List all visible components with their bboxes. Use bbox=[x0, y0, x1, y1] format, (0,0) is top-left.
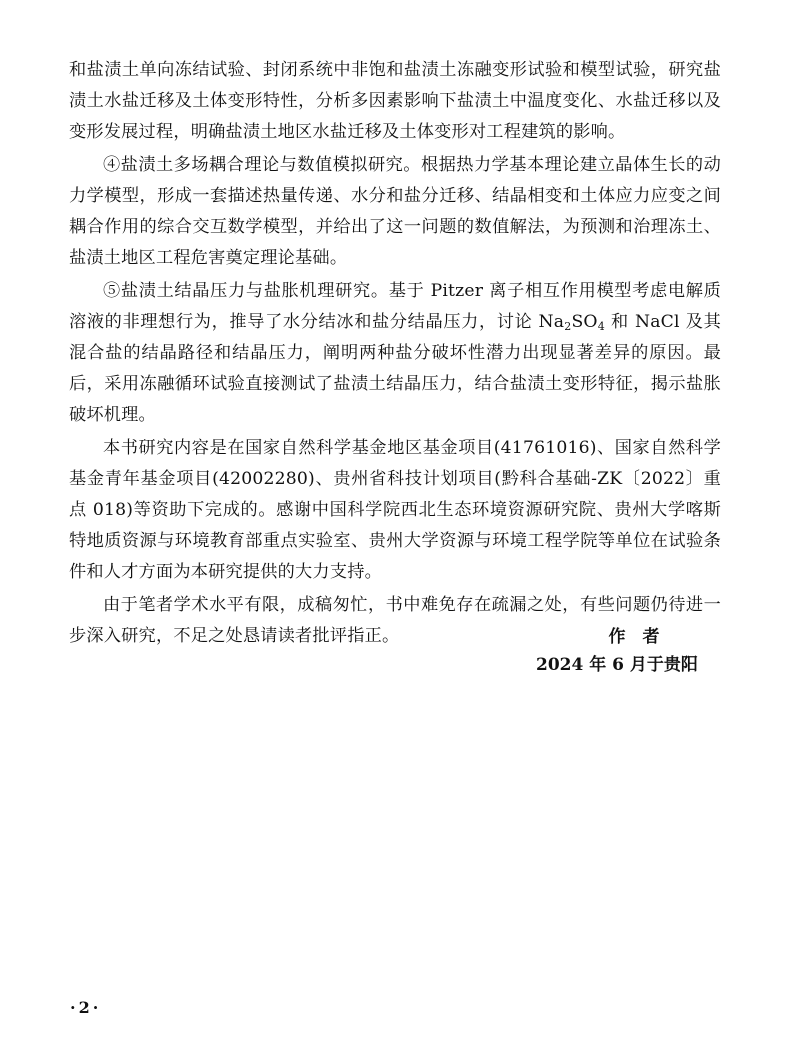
page-number: ·2· bbox=[70, 998, 102, 1017]
paragraph-coupling-theory: ④盐渍土多场耦合理论与数值模拟研究。根据热力学基本理论建立晶体生长的动力学模型，形成一套描述热量传递、水分和盐分迁移、结晶相变和土体应力应变之间耦合作用的综合交互数学模型，并给出了这一问题的数值解法，为预测和治理冻土、盐渍土地区工程危害奠定理论基础。 bbox=[69, 155, 721, 268]
paragraph-continuation: 和盐渍土单向冻结试验、封闭系统中非饱和盐渍土冻融变形试验和模型试验，研究盐渍土水盐迁移及土体变形特性，分析多因素影响下盐渍土中温度变化、水盐迁移以及变形发展过程，明确盐渍土地区水盐迁移及土体变形对工程建筑的影响。 bbox=[69, 60, 721, 142]
paragraph-crystallization-text-mid: SO bbox=[571, 312, 598, 332]
signature-author: 作 者 bbox=[608, 627, 660, 647]
body-text bbox=[69, 55, 721, 654]
subscript-2: 2 bbox=[564, 320, 572, 333]
paragraph-crystallization-pressure bbox=[69, 276, 721, 431]
paragraph-crystallization-text-before: ⑤盐渍土结晶压力与盐胀机理研究。基于 Pitzer 离子相互作用模型考虑电解质溶液的非理想行为，推导了水分结冰和盐分结晶压力，讨论 Na bbox=[69, 281, 721, 332]
paragraph-crystallization-text-after: 和 NaCl 及其混合盐的结晶路径和结晶压力，阐明两种盐分破坏性潜力出现显著差异的原因。最后，采用冻融循环试验直接测试了盐渍土结晶压力，结合盐渍土变形特征，揭示盐胀破坏机理。 bbox=[69, 312, 721, 425]
paragraph-closing-note: 由于笔者学术水平有限，成稿匆忙，书中难免存在疏漏之处，有些问题仍待进一步深入研究，不足之处恳请读者批评指正。 bbox=[69, 595, 721, 646]
signature-date: 2024 年 6 月于贵阳 bbox=[536, 655, 698, 675]
signature-block bbox=[520, 624, 720, 679]
subscript-4: 4 bbox=[597, 320, 605, 333]
paragraph-funding-acknowledgement: 本书研究内容是在国家自然科学基金地区基金项目(41761016)、国家自然科学基金青年基金项目(42002280)、贵州省科技计划项目(黔科合基础-ZK〔2022〕重点 018)等资助下完成的。感谢中国科学院西北生态环境资源研究院、贵州大学喀斯特地质资源与环境教育部重点实验室、贵州大学资源与环境工程学院等单位在试验条件和人才方面为本研究提供的大力支持。 bbox=[69, 438, 721, 582]
